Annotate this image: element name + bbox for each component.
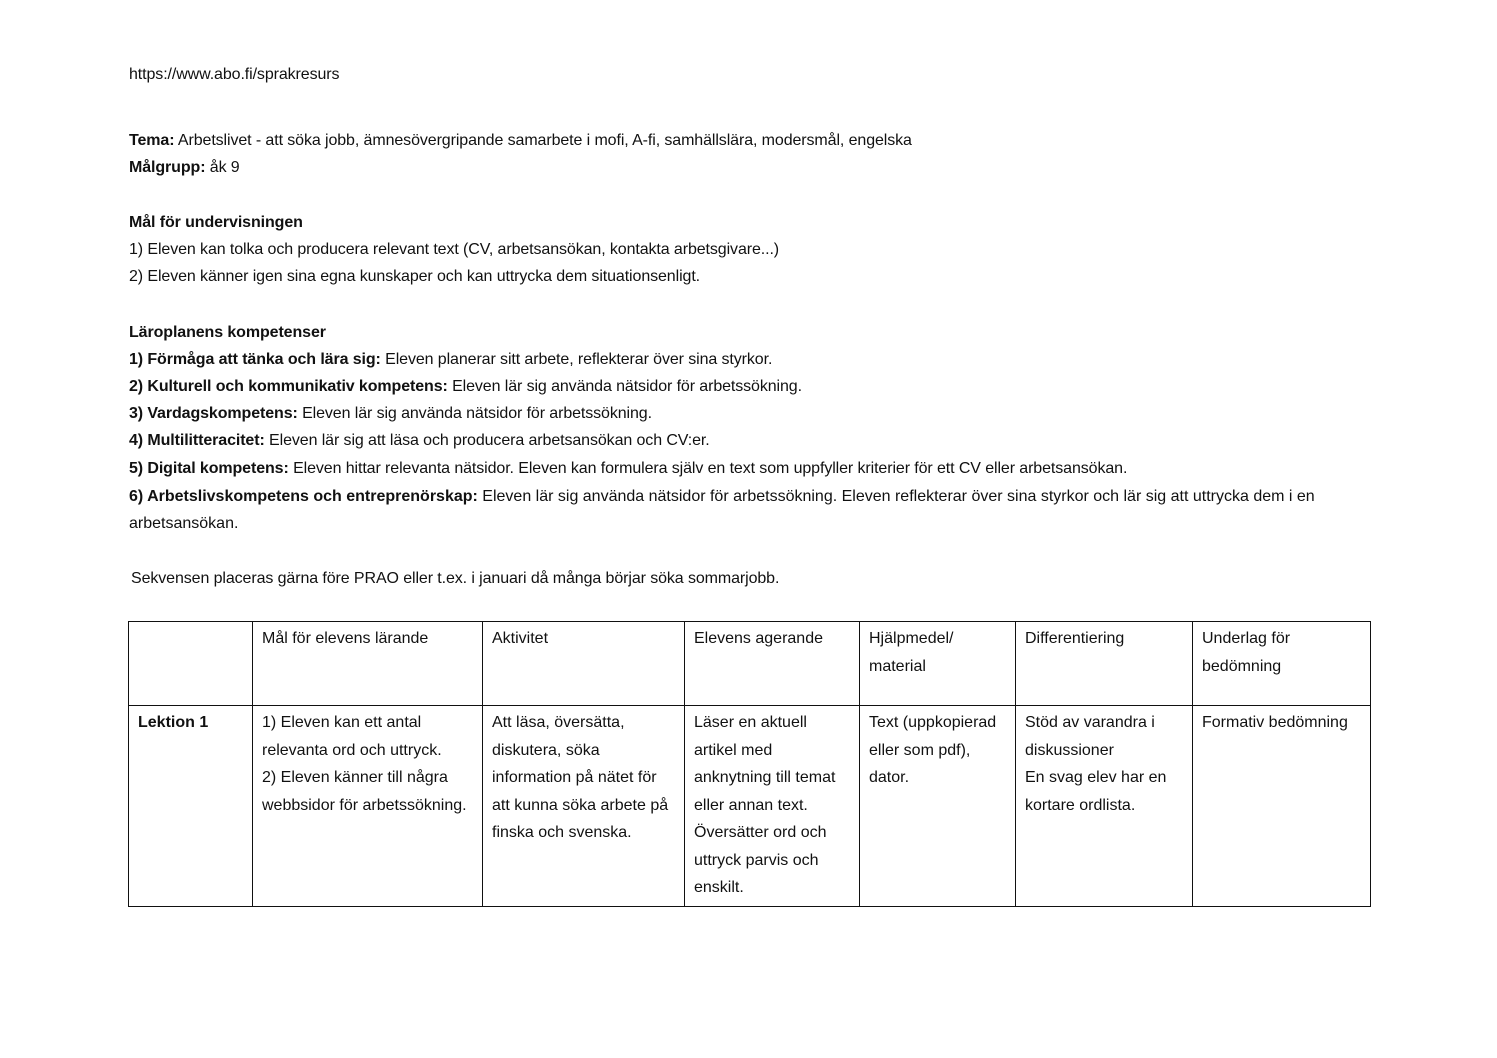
source-url: https://www.abo.fi/sprakresurs [129,66,340,83]
table-header-cell: Aktivitet [483,622,685,706]
differentiation-item: En svag elev har en kortare ordlista. [1025,769,1167,814]
lesson-plan-table [128,621,1371,907]
materials-cell: Text (uppkopierad eller som pdf), dator. [860,706,1016,907]
competence-label: 6) Arbetslivskompetens och entreprenörskap: [129,488,478,505]
sequence-note: Sekvensen placeras gärna före PRAO eller t.ex. i januari då många börjar söka sommarjobb. [131,570,780,587]
competences-heading: Läroplanens kompetenser [129,324,326,341]
activity-cell: Att läsa, översätta, diskutera, söka information på nätet för att kunna söka arbete på finska och svenska. [483,706,685,907]
competence-label: 1) Förmåga att tänka och lära sig: [129,351,381,368]
tema-text: Arbetslivet - att söka jobb, ämnesövergripande samarbete i mofi, A-fi, samhällslära, modersmål, engelska [174,132,912,149]
competence-label: 3) Vardagskompetens: [129,405,298,422]
competence-item [129,350,772,370]
student-action-cell: Läser en aktuell artikel med anknytning till temat eller annan text. Översätter ord och uttryck parvis och enskilt. [685,706,860,907]
competence-text: Eleven lär sig använda nätsidor för arbetssökning. Eleven reflekterar över sina styrkor och lär sig att uttrycka dem i en arbetsansökan. [129,488,1315,532]
competence-text: Eleven planerar sitt arbete, reflekterar över sina styrkor. [380,351,773,368]
competence-item [129,431,710,451]
tema-label: Tema: [129,132,175,149]
table-header-cell: Underlag för bedömning [1193,622,1371,706]
competence-text: Eleven lär sig använda nätsidor för arbetssökning. [297,405,652,422]
assessment-cell: Formativ bedömning [1193,706,1371,907]
table-header-cell: Elevens agerande [685,622,860,706]
table-header-cell: Mål för elevens lärande [253,622,483,706]
table-header-cell: Differentiering [1016,622,1193,706]
competence-item [129,404,652,424]
malgrupp-label: Målgrupp: [129,159,206,176]
competence-text: Eleven lär sig att läsa och producera arbetsansökan och CV:er. [264,432,710,449]
goal-item: 2) Eleven känner igen sina egna kunskaper och kan uttrycka dem situationsenligt. [129,268,701,285]
competence-label: 2) Kulturell och kommunikativ kompetens: [129,378,448,395]
table-row [129,706,1371,907]
competence-item [129,483,1369,537]
lesson-label-cell: Lektion 1 [129,706,253,907]
tema-line [129,131,912,151]
goal-item: 1) Eleven kan tolka och producera relevant text (CV, arbetsansökan, kontakta arbetsgivare...) [129,241,780,258]
goals-cell [253,706,483,907]
competence-item [129,459,1127,479]
competence-label: 4) Multilitteracitet: [129,432,265,449]
table-header-cell: Hjälpmedel/ material [860,622,1016,706]
malgrupp-line [129,158,240,178]
differentiation-cell [1016,706,1193,907]
table-header-cell [129,622,253,706]
malgrupp-text: åk 9 [205,159,240,176]
goals-cell-item: 1) Eleven kan ett antal relevanta ord och uttryck. [262,714,442,759]
goals-heading: Mål för undervisningen [129,214,303,231]
competence-text: Eleven hittar relevanta nätsidor. Eleven kan formulera själv en text som uppfyller kriterier för ett CV eller arbetsansökan. [288,460,1128,477]
competence-text: Eleven lär sig använda nätsidor för arbetssökning. [447,378,802,395]
competence-item [129,377,802,397]
differentiation-item: Stöd av varandra i diskussioner [1025,714,1155,759]
table-header-row [129,622,1371,706]
goals-cell-item: 2) Eleven känner till några webbsidor för arbetssökning. [262,769,467,814]
competence-label: 5) Digital kompetens: [129,460,289,477]
